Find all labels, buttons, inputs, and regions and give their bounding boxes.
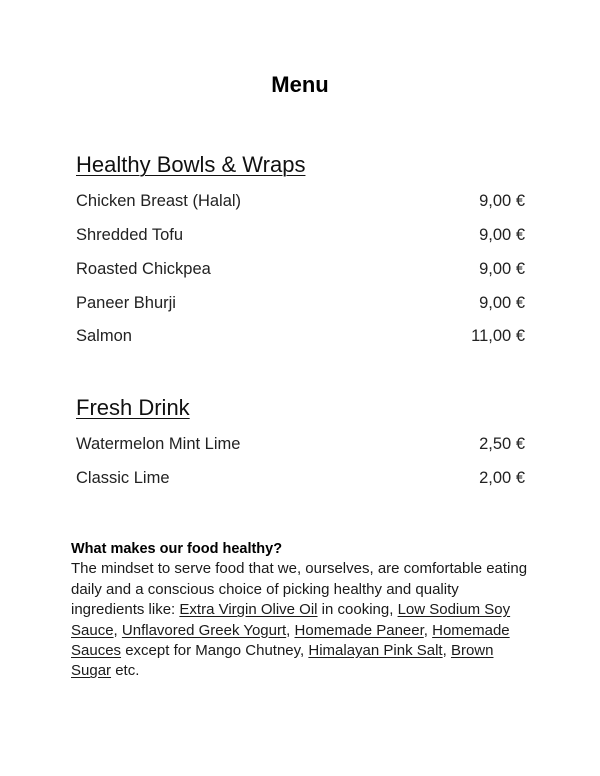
menu-list xyxy=(76,428,526,496)
menu-item xyxy=(76,286,526,320)
item-name: Paneer Bhurji xyxy=(76,293,176,312)
section-fresh-drink xyxy=(76,393,526,496)
menu-item xyxy=(76,462,526,496)
item-name: Chicken Breast (Halal) xyxy=(76,192,242,211)
link-brown-sugar[interactable]: Brown Sugar xyxy=(71,642,494,680)
menu-item xyxy=(76,320,526,354)
item-name: Roasted Chickpea xyxy=(76,259,211,278)
section-title: Healthy Bowls & Wraps xyxy=(76,152,306,177)
info-text: except for Mango Chutney, xyxy=(121,642,309,660)
separator: , xyxy=(113,621,122,639)
item-price: 2,50 € xyxy=(479,435,525,454)
separator: , xyxy=(286,621,295,639)
info-body xyxy=(71,559,531,681)
menu-item xyxy=(76,253,526,287)
item-price: 9,00 € xyxy=(479,293,525,312)
item-price: 9,00 € xyxy=(479,192,525,211)
separator: , xyxy=(442,642,451,660)
item-name: Classic Lime xyxy=(76,469,170,488)
section-title: Fresh Drink xyxy=(76,395,190,420)
item-name: Shredded Tofu xyxy=(76,226,184,245)
item-price: 2,00 € xyxy=(479,469,525,488)
info-text: in cooking, xyxy=(317,601,398,619)
menu-item xyxy=(76,219,526,253)
link-himalayan-pink-salt[interactable]: Himalayan Pink Salt xyxy=(308,642,443,660)
menu-list xyxy=(76,185,526,354)
info-intro: The mindset to serve food that we, ourselves, are comfortable eating daily and a conscious choice of picking healthy and quality ingredients like: xyxy=(71,560,528,619)
link-homemade-paneer[interactable]: Homemade Paneer xyxy=(294,621,424,639)
item-price: 9,00 € xyxy=(479,259,525,278)
info-text: etc. xyxy=(111,662,140,680)
menu-item xyxy=(76,185,526,219)
link-low-sodium-soy-sauce[interactable]: Low Sodium Soy Sauce xyxy=(71,601,511,639)
link-unflavored-greek-yogurt[interactable]: Unflavored Greek Yogurt xyxy=(121,621,287,639)
healthy-food-info xyxy=(71,539,531,682)
item-price: 9,00 € xyxy=(479,226,525,245)
link-extra-virgin-olive-oil[interactable]: Extra Virgin Olive Oil xyxy=(179,601,318,619)
separator: , xyxy=(423,621,433,639)
page-title: Menu xyxy=(271,72,329,97)
item-name: Watermelon Mint Lime xyxy=(76,435,241,454)
menu-item xyxy=(76,428,526,462)
item-name: Salmon xyxy=(76,327,132,346)
item-price: 11,00 € xyxy=(471,327,525,346)
link-homemade-sauces[interactable]: Homemade Sauces xyxy=(71,621,510,660)
section-healthy-bowls-wraps xyxy=(76,150,526,354)
info-heading: What makes our food healthy? xyxy=(71,541,283,557)
